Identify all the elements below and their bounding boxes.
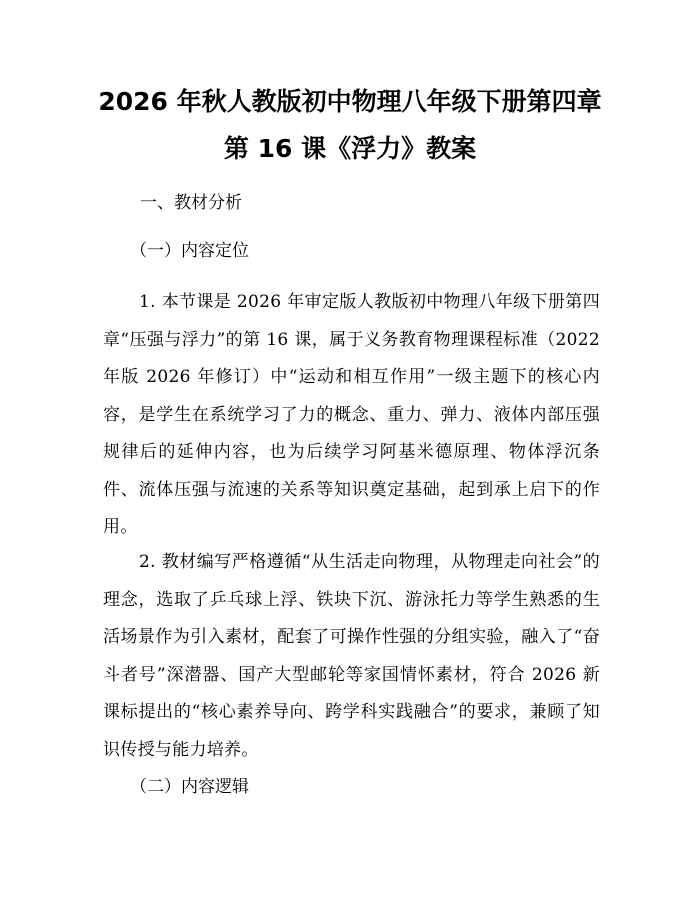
paragraph-2: 2. 教材编写严格遵循“从生活走向物理，从物理走向社会”的理念，选取了乒乓球上浮、铁块下沉、游泳托力等学生熟悉的生活场景作为引入素材，配套了可操作性强的分组实验，融入了“奋斗者号”深潜器、国产大型邮轮等家国情怀素材，符合 2026 新课标提出的“核心素养导向、跨学科实践融合”的要求，兼顾了知识传授与能力培养。 xyxy=(103,552,600,760)
subsection-heading-content-logic: （二）内容逻辑 xyxy=(130,777,249,797)
paragraph-1: 1. 本节课是 2026 年审定版人教版初中物理八年级下册第四章“压强与浮力”的第 16 课，属于义务教育物理课程标准（2022 年版 2026 年修订）中“运动和相互作用”一级主题下的核心内容，是学生在系统学习了力的概念、重力、弹力、液体内部压强规律后的延伸内容，也为后续学习阿基米德原理、物体浮沉条件、流体压强与流速的关系等知识奠定基础，起到承上启下的作用。 xyxy=(103,292,600,537)
subsection-heading-content-position: （一）内容定位 xyxy=(130,241,249,261)
document-title-line-1: 2026 年秋人教版初中物理八年级下册第四章 xyxy=(98,87,602,116)
document-title-line-2: 第 16 课《浮力》教案 xyxy=(223,134,477,163)
section-heading: 一、教材分析 xyxy=(140,193,242,213)
